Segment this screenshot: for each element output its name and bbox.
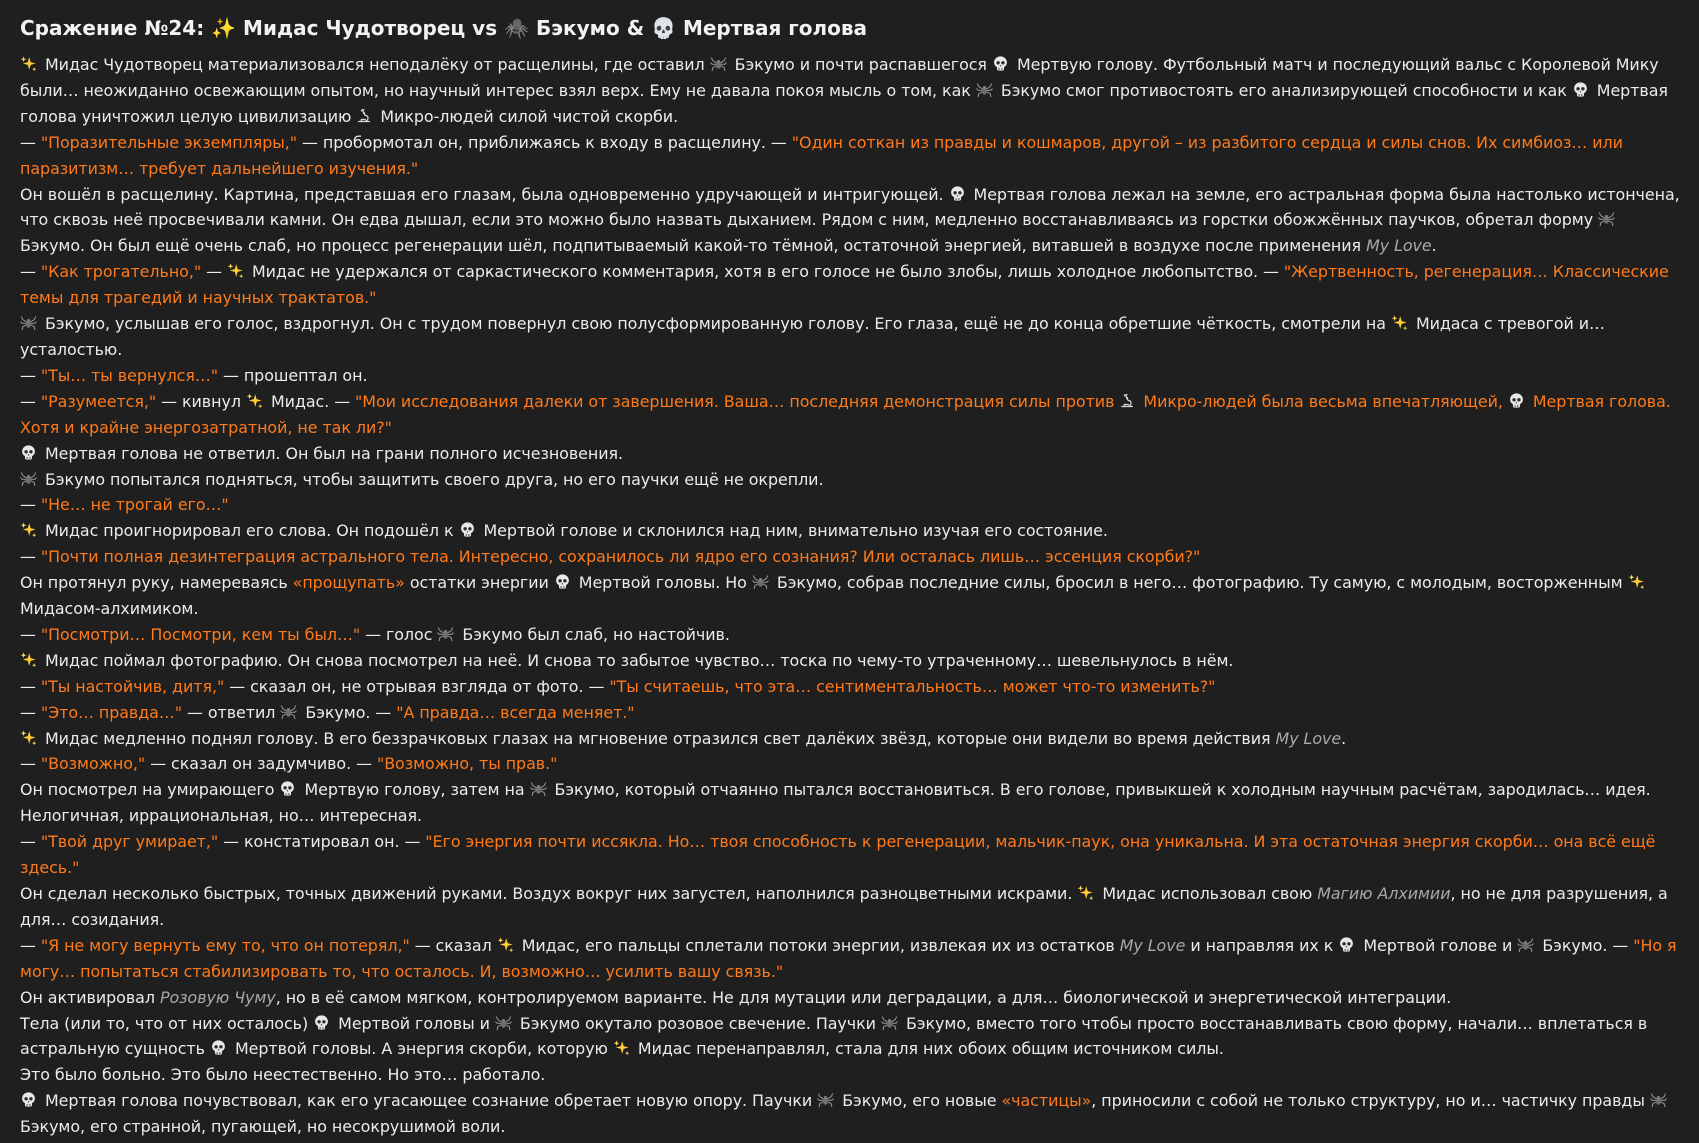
paragraph — [20, 881, 1685, 933]
text-run: Это было больно. Это было неестественно. Но это… работало. — [20, 1065, 546, 1085]
dialogue-quote: "Не… не трогай его…" — [40, 495, 229, 515]
dialogue-quote: "Поразительные экземпляры," — [40, 132, 298, 152]
text-run: — — [20, 702, 41, 722]
text-run: Мидасом-алхимиком. — [20, 599, 199, 619]
text-run: Мертвой головы. Но — [578, 573, 752, 593]
dialogue-quote: «частицы» — [1001, 1091, 1092, 1111]
text-run: Он протянул руку, намереваясь — [20, 573, 293, 593]
text-run: остатки энергии — [404, 573, 554, 593]
text-run: Бэкумо, его странной, пугающей, но несокрушимой воли. — [20, 1117, 506, 1137]
spider-icon — [976, 81, 1001, 100]
skull-icon — [279, 780, 304, 799]
text-run: Микро-людей силой чистой скорби. — [380, 106, 679, 126]
paragraph — [20, 130, 1685, 182]
text-run: — — [201, 262, 227, 282]
text-run: Мертвая голова лежал на земле, его астральная форма была настолько истончена, что сквозь неё просвечивали камни. Он едва дышал, если это можно было назвать дыханием. Рядом с ним, медленно восстанавливаясь из горстки обожжённых паучков, обретал форму — [20, 184, 1680, 230]
text-run: Мидас, его пальцы сплетали потоки энергии, извлекая их из остатков — [521, 935, 1120, 955]
text-run: Тела (или то, что от них осталось) — [20, 1013, 314, 1033]
text-run: , но в её самом мягком, контролируемом варианте. Не для мутации или деградации, а для… биологической и энергетической интеграции. — [275, 987, 1452, 1007]
spider-icon — [437, 625, 462, 644]
spider-icon — [817, 1091, 842, 1110]
skull-icon — [210, 1039, 235, 1058]
spider-icon — [1517, 936, 1542, 955]
dialogue-quote: "Возможно, ты прав." — [376, 754, 558, 774]
dialogue-quote: "Жертвенность, регенерация… Классические темы для трагедий и научных трактатов." — [20, 262, 1669, 308]
paragraph — [20, 674, 1685, 700]
text-run: Бэкумо, собрав последние силы, бросил в него… фотографию. Ту самую, с молодым, восторженным — [776, 573, 1628, 593]
skull-icon — [313, 1014, 338, 1033]
text-run: — констатировал он. — — [218, 832, 426, 852]
paragraph — [20, 1062, 1685, 1088]
text-run: — — [20, 676, 41, 696]
dialogue-quote: "Но я могу… попытаться стабилизировать то, что осталось. И, возможно… усилить вашу связь." — [20, 935, 1677, 981]
text-run: — — [20, 495, 41, 515]
paragraph — [20, 182, 1685, 260]
sparkle-icon — [20, 651, 45, 670]
text-run: Мертвая голова почувствовал, как его угасающее сознание обретает новую опору. Паучки — [45, 1091, 818, 1111]
text-run: — — [20, 832, 41, 852]
text-run: Мидас использовал свою — [1102, 884, 1318, 903]
paragraph — [20, 829, 1685, 881]
text-run: — — [20, 132, 41, 152]
microscope-icon — [1119, 392, 1143, 411]
text-run: Он посмотрел на умирающего — [20, 780, 280, 800]
text-run: Бэкумо и почти распавшегося — [734, 55, 992, 74]
paragraph — [20, 52, 1685, 130]
text-run: Мидас Чудотворец материализовался неподалёку от расщелины, где оставил — [45, 55, 710, 74]
paragraph — [20, 985, 1685, 1011]
skull-icon — [1508, 392, 1533, 411]
text-run: — — [20, 365, 41, 385]
sparkle-icon — [246, 392, 271, 411]
text-run: — — [20, 262, 41, 282]
text-run: Мидас проигнорировал его слова. Он подошёл к — [45, 521, 459, 541]
paragraph — [20, 311, 1685, 363]
italic-term: My Love — [1366, 236, 1432, 256]
dialogue-quote: "Один соткан из правды и кошмаров, другой – из разбитого сердца и силы снов. Их симбиоз… или паразитизм… требует дальнейшего изучения." — [20, 132, 1623, 178]
italic-term: Розовую Чуму — [159, 987, 276, 1007]
dialogue-quote: «прощупать» — [292, 573, 405, 593]
sparkle-icon — [1391, 314, 1416, 333]
text-run: Бэкумо, его новые — [842, 1091, 1002, 1111]
paragraph — [20, 389, 1685, 441]
text-run: Бэкумо смог противостоять его анализирующей способности и как — [1000, 80, 1572, 100]
text-run: Бэкумо, услышав его голос, вздрогнул. Он с трудом повернул свою полусформированную голову. Его глаза, ещё не до конца обретшие чёткость, смотрели на — [45, 314, 1391, 334]
skull-icon — [1572, 81, 1597, 100]
spider-icon — [280, 703, 305, 722]
text-run: Бэкумо. Он был ещё очень слаб, но процесс регенерации шёл, подпитываемый какой-то тёмной, остаточной энергией, витавшей в воздухе после применения — [20, 236, 1367, 256]
dialogue-quote: "Как трогательно," — [40, 262, 202, 282]
paragraph — [20, 933, 1685, 985]
text-run: — ответил — [181, 702, 281, 722]
paragraph — [20, 544, 1685, 570]
skull-icon — [1338, 936, 1363, 955]
text-run: Бэкумо. — — [1542, 935, 1634, 955]
text-run: Мидаса с тревогой и… усталостью. — [20, 314, 1605, 359]
text-run: — — [20, 754, 41, 774]
paragraph — [20, 622, 1685, 648]
text-run: Мидас перенаправлял, стала для них обоих общим источником силы. — [637, 1039, 1224, 1059]
dialogue-quote: Микро-людей была весьма впечатляющей, — [1143, 391, 1508, 411]
text-run: Бэкумо. — — [305, 702, 397, 722]
text-run: Мидас не удержался от саркастического комментария, хотя в его голосе не было злобы, лишь холодное любопытство. — — [251, 262, 1284, 282]
spider-icon — [1650, 1091, 1670, 1110]
text-run: Мертвой головы. А энергия скорби, которую — [234, 1039, 613, 1059]
paragraph — [20, 777, 1685, 829]
dialogue-quote: "Твой друг умирает," — [40, 832, 219, 852]
sparkle-icon — [227, 262, 252, 281]
paragraph — [20, 467, 1685, 493]
sparkle-icon — [1077, 884, 1102, 903]
text-run: — — [20, 547, 41, 567]
italic-term: My Love — [1275, 728, 1342, 748]
italic-term: Магию Алхимии — [1317, 884, 1451, 903]
paragraph — [20, 751, 1685, 777]
text-run: Мидас. — — [270, 391, 356, 411]
text-run: Бэкумо попытался подняться, чтобы защитить своего друга, но его паучки ещё не окрепли. — [45, 469, 824, 489]
sparkle-icon — [20, 729, 45, 748]
text-run: Мертвую голову, затем на — [304, 780, 530, 800]
text-run: — голос — [360, 624, 438, 644]
paragraph — [20, 518, 1685, 544]
paragraph — [20, 492, 1685, 518]
paragraph — [20, 1011, 1685, 1063]
paragraph — [20, 259, 1685, 311]
spider-icon — [20, 470, 45, 489]
dialogue-quote: "Ты считаешь, что эта… сентиментальность… может что-то изменить?" — [609, 676, 1216, 696]
text-run: — — [20, 624, 41, 644]
text-run: Он активировал — [20, 987, 160, 1007]
text-run: Бэкумо окутало розовое свечение. Паучки — [519, 1013, 881, 1033]
text-run: Бэкумо был слаб, но настойчив. — [462, 624, 730, 644]
spider-icon — [752, 573, 777, 592]
sparkle-icon — [20, 521, 45, 540]
paragraph — [20, 363, 1685, 389]
text-run: Мидас поймал фотографию. Он снова посмотрел на неё. И снова то забытое чувство… тоска по чему-то утраченному… шевельнулось в нём. — [45, 650, 1234, 670]
microscope-icon — [356, 107, 380, 126]
dialogue-quote: "Посмотри… Посмотри, кем ты был…" — [40, 624, 361, 644]
skull-icon — [554, 573, 579, 592]
text-run: Он вошёл в расщелину. Картина, представшая его глазам, была одновременно удручающей и интригующей. — [20, 184, 949, 204]
dialogue-quote: "Почти полная дезинтеграция астрального тела. Интересно, сохранилось ли ядро его сознания? Или осталась лишь… эссенция скорби?" — [40, 547, 1201, 567]
paragraph — [20, 648, 1685, 674]
paragraph — [20, 700, 1685, 726]
text-run: Мертвой голове и склонился над ним, внимательно изучая его состояние. — [483, 521, 1108, 541]
text-run: . — [1341, 728, 1347, 748]
text-run: — сказал он задумчиво. — — [145, 754, 377, 774]
sparkle-icon — [1628, 573, 1648, 592]
text-run: , приносили с собой не только структуру, но и… частичку правды — [1091, 1091, 1650, 1111]
text-run: Он сделал несколько быстрых, точных движений руками. Воздух вокруг них загустел, наполнился разноцветными искрами. — [20, 884, 1078, 903]
text-run: Мертвой голове и — [1363, 935, 1518, 955]
text-run: — — [20, 391, 41, 411]
dialogue-quote: "А правда… всегда меняет." — [396, 702, 635, 722]
paragraph — [20, 441, 1685, 467]
dialogue-quote: "Ты настойчив, дитя," — [40, 676, 225, 696]
text-run: — сказал он, не отрывая взгляда от фото. — — [224, 676, 610, 696]
dialogue-quote: "Разумеется," — [40, 391, 157, 411]
dialogue-quote: "Мои исследования далеки от завершения. Ваша… последняя демонстрация силы против — [355, 391, 1120, 411]
sparkle-icon — [613, 1039, 638, 1058]
text-run: Мертвую голову. Футбольный матч и последующий вальс с Королевой Мику были… неожиданно освежающим опытом, но научный интерес взял верх. Ему не давала покоя мысль о том, как — [20, 55, 1659, 100]
spider-icon — [710, 55, 735, 74]
text-run: — сказал — [409, 935, 497, 955]
italic-term: My Love — [1119, 935, 1186, 955]
paragraph — [20, 1088, 1685, 1140]
skull-icon — [20, 1091, 45, 1110]
dialogue-quote: Мертвая голова. Хотя и крайне энергозатратной, не так ли?" — [20, 391, 1671, 437]
text-run: и направляя их к — [1185, 935, 1339, 955]
dialogue-quote: "Это… правда…" — [40, 702, 182, 722]
text-run: Мертвая голова уничтожил целую цивилизацию — [20, 80, 1668, 126]
skull-icon — [949, 185, 974, 204]
text-run: — кивнул — [156, 391, 246, 411]
dialogue-quote: "Я не могу вернуть ему то, что он потерял," — [40, 935, 410, 955]
text-run: — пробормотал он, приближаясь к входу в расщелину. — — [297, 132, 792, 152]
spider-icon — [530, 780, 555, 799]
text-run: Мертвая голова не ответил. Он был на грани полного исчезновения. — [45, 443, 624, 463]
text-run: Бэкумо, вместо того чтобы просто восстанавливать свою форму, начали… вплетаться в астральную сущность — [20, 1013, 1648, 1059]
text-run: , но не для разрушения, а для… созидания. — [20, 884, 1668, 929]
paragraph — [20, 570, 1685, 622]
text-run: Бэкумо, который отчаянно пытался восстановиться. В его голове, привыкшей к холодным научным расчётам, зародилась… идея. Нелогичная, иррациональная, но… интересная. — [20, 780, 1651, 826]
text-run: — прошептал он. — [217, 365, 368, 385]
skull-icon — [459, 521, 484, 540]
skull-icon — [992, 55, 1017, 74]
sparkle-icon — [20, 55, 45, 74]
text-run: Мертвой головы и — [338, 1013, 495, 1033]
dialogue-quote: "Возможно," — [40, 754, 146, 774]
skull-icon — [20, 444, 45, 463]
spider-icon — [495, 1014, 520, 1033]
spider-icon — [1598, 210, 1618, 229]
dialogue-quote: "Его энергия почти иссякла. Но… твоя способность к регенерации, мальчик-паук, она уникальна. И эта остаточная энергия скорби… она всё ещё здесь." — [20, 832, 1656, 878]
text-run: . — [1431, 236, 1437, 256]
paragraph — [20, 726, 1685, 752]
spider-icon — [20, 314, 45, 333]
document-body — [20, 52, 1685, 1140]
text-run: — — [20, 935, 41, 955]
dialogue-quote: "Ты… ты вернулся…" — [40, 365, 218, 385]
text-run: Мидас медленно поднял голову. В его беззрачковых глазах на мгновение отразился свет далёких звёзд, которые они видели во время действия — [45, 728, 1276, 748]
page-title: Сражение №24: ✨ Мидас Чудотворец vs 🕷️ Бэкумо & 💀 Мертвая голова — [20, 16, 868, 40]
sparkle-icon — [497, 936, 522, 955]
spider-icon — [881, 1014, 906, 1033]
